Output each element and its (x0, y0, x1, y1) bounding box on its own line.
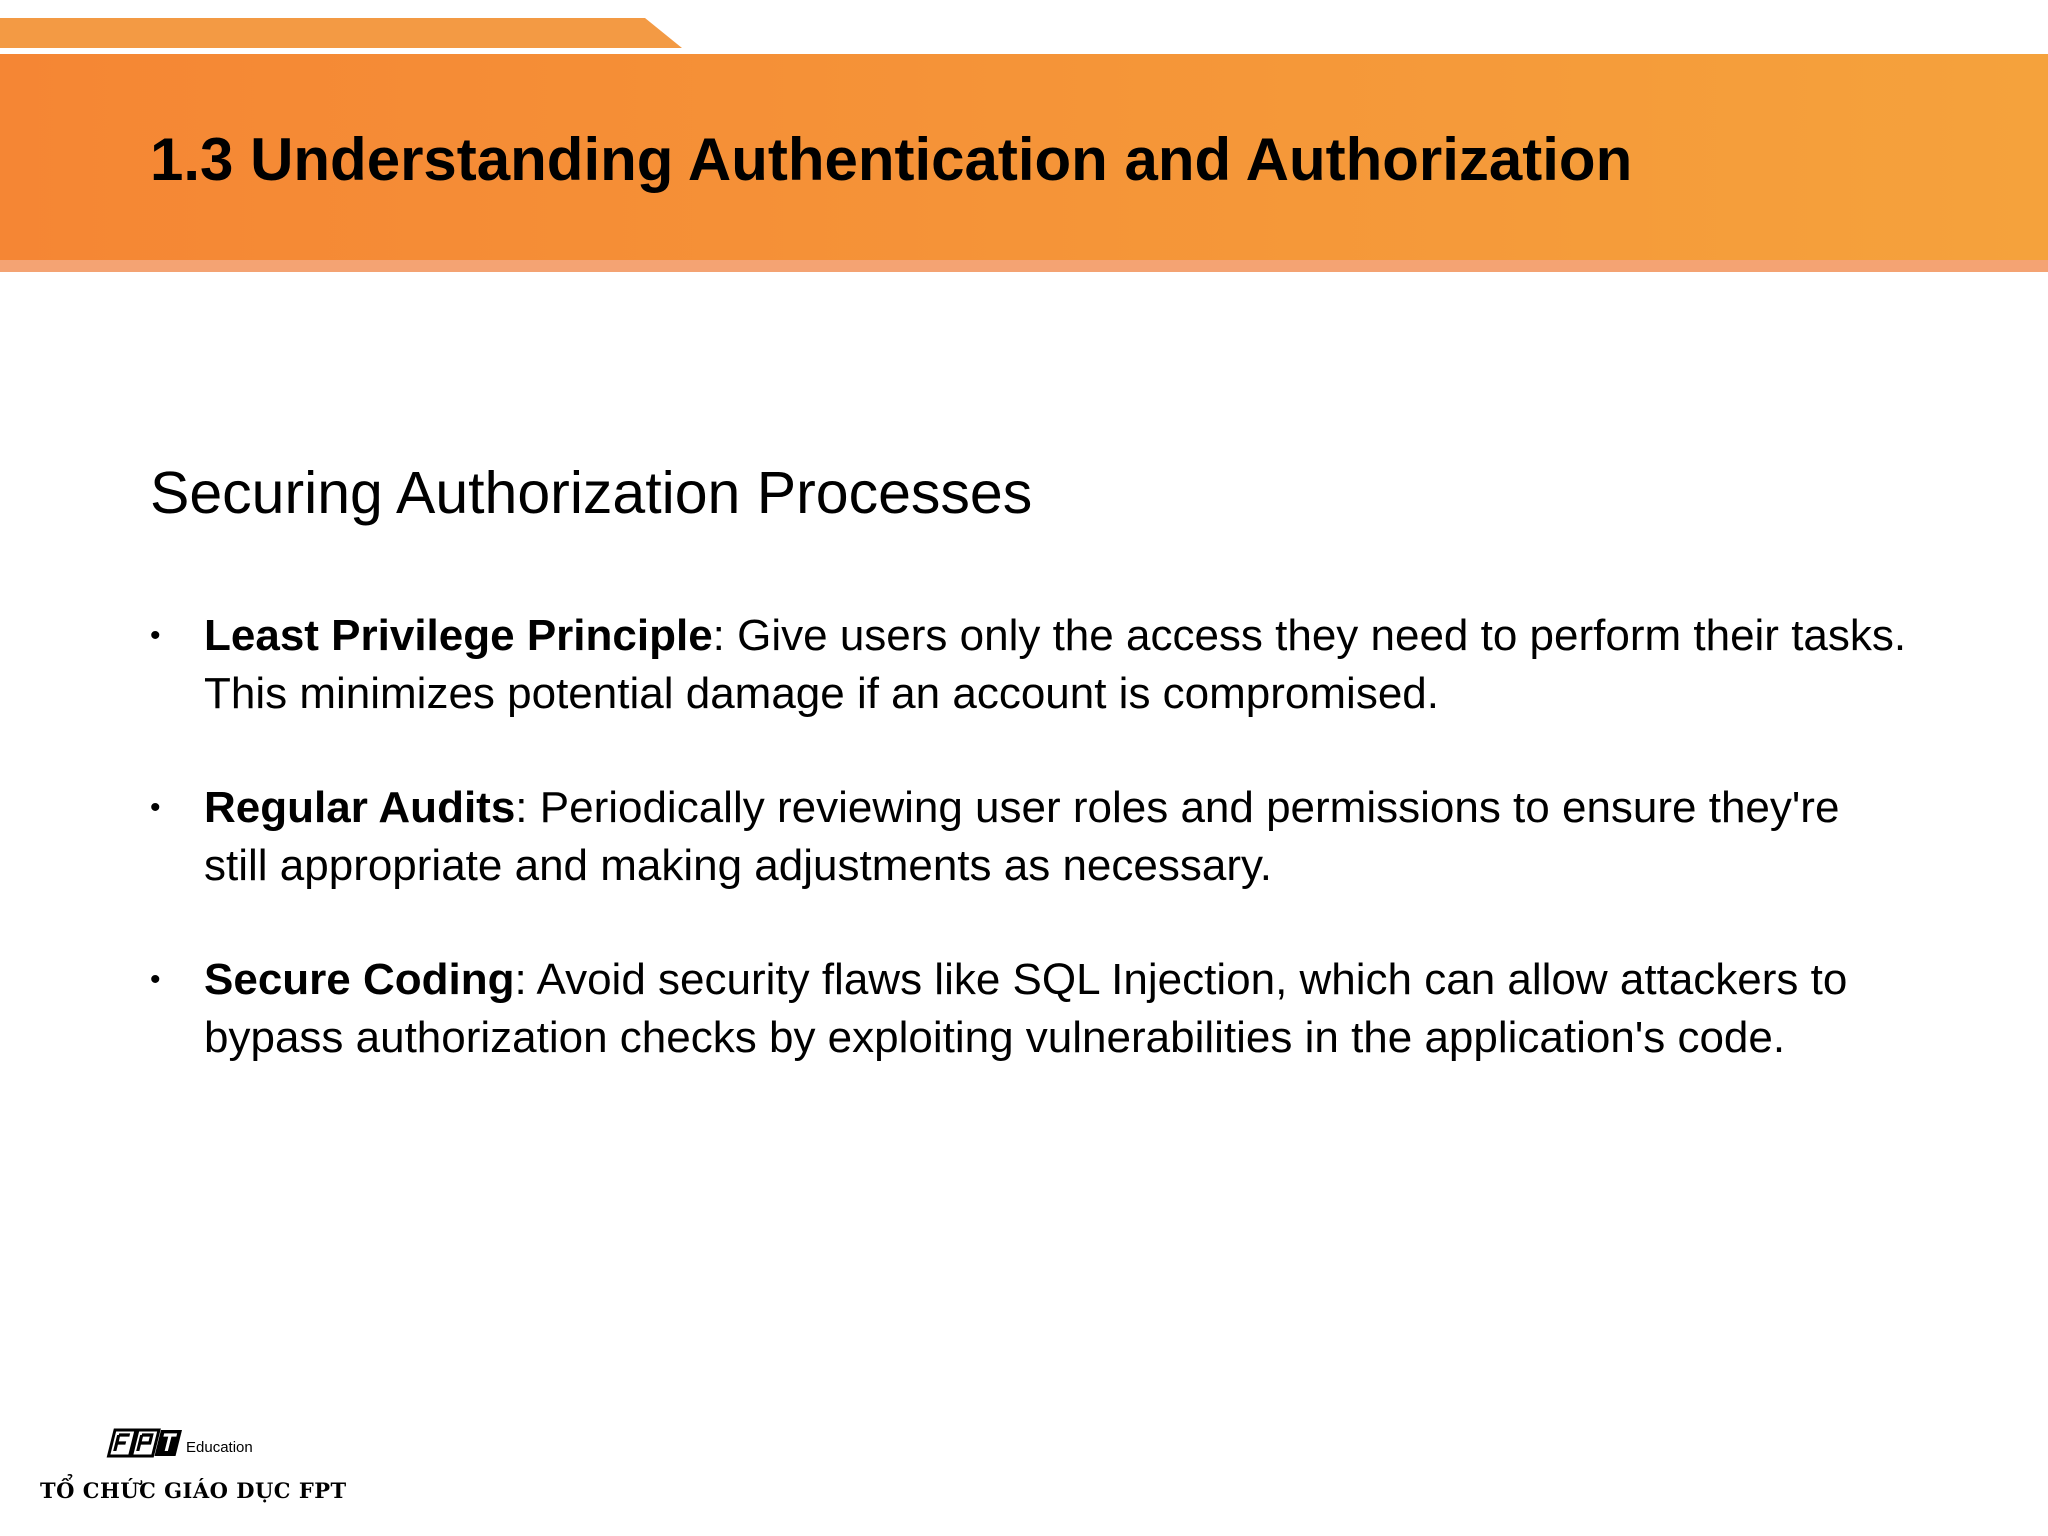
bullet-term: Regular Audits (204, 783, 516, 832)
bullet-text: : Periodically reviewing user roles and permissions to ensure they're still appropriate and making adjustments as necessary. (204, 783, 1840, 890)
bullet-item (150, 607, 1910, 723)
bullet-item (150, 951, 1910, 1067)
logo-org-name: TỔ CHỨC GIÁO DỤC FPT (40, 1478, 347, 1503)
header-tab (0, 18, 682, 48)
slide-title: 1.3 Understanding Authentication and Authorization (150, 126, 1633, 193)
bullet-item (150, 779, 1910, 895)
bullet-text: : Avoid security flaws like SQL Injection, which can allow attackers to bypass authorization checks by exploiting vulnerabilities in the application's code. (204, 955, 1848, 1062)
bullet-term: Secure Coding (204, 955, 515, 1004)
bullet-term: Least Privilege Principle (204, 611, 713, 660)
bullet-dot-icon: • (150, 791, 161, 824)
header-shadow (0, 260, 2048, 272)
logo-suffix: Education (186, 1439, 253, 1456)
bullet-dot-icon: • (150, 619, 161, 652)
bullet-list (150, 607, 1910, 1123)
bullet-text: : Give users only the access they need to perform their tasks. This minimizes potential damage if an account is compromised. (204, 611, 1907, 718)
bullet-dot-icon: • (150, 963, 161, 996)
slide-subtitle: Securing Authorization Processes (150, 460, 1033, 526)
fpt-education-logo (40, 1422, 347, 1512)
